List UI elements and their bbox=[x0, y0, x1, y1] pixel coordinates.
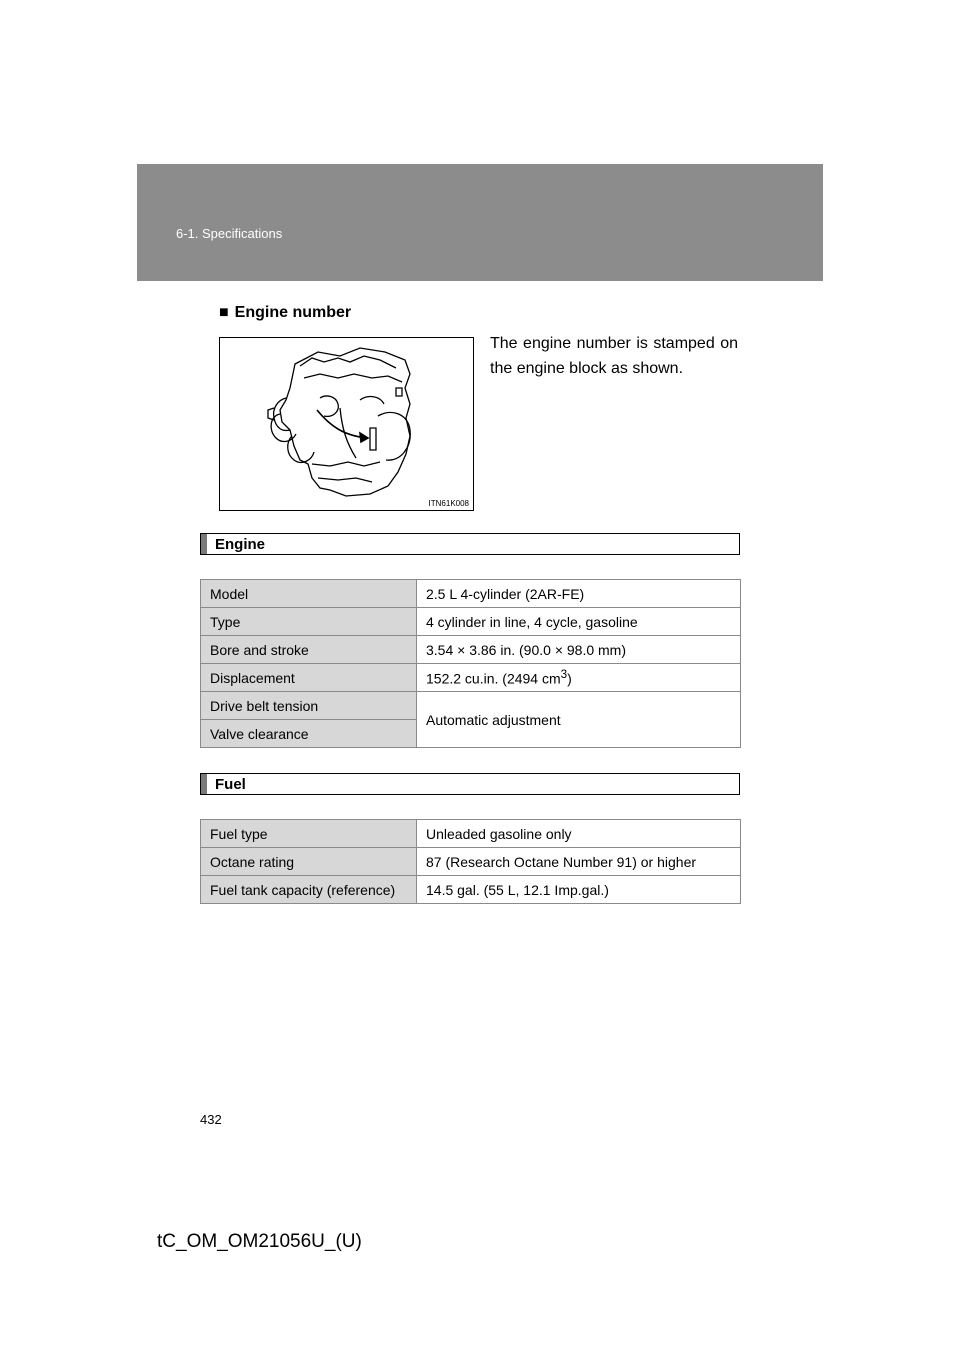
spec-value bbox=[417, 664, 741, 692]
spec-value-suffix: ) bbox=[567, 670, 572, 687]
spec-value-superscript: 3 bbox=[560, 668, 568, 682]
engine-number-description: The engine number is stamped on the engine block as shown. bbox=[490, 335, 738, 377]
engine-section-title: Engine bbox=[215, 536, 266, 553]
spec-label: Octane rating bbox=[201, 848, 417, 876]
table-row bbox=[201, 692, 741, 720]
table-row bbox=[201, 848, 741, 876]
table-row bbox=[201, 636, 741, 664]
fuel-section-title: Fuel bbox=[215, 776, 246, 793]
page-number: 432 bbox=[200, 1112, 222, 1127]
table-row bbox=[201, 664, 741, 692]
spec-value: 87 (Research Octane Number 91) or higher bbox=[417, 848, 741, 876]
spec-value: Unleaded gasoline only bbox=[417, 820, 741, 848]
spec-label: Type bbox=[201, 608, 417, 636]
spec-label: Fuel tank capacity (reference) bbox=[201, 876, 417, 904]
engine-drawing bbox=[220, 338, 475, 512]
spec-value: Automatic adjustment bbox=[417, 692, 741, 748]
spec-label: Drive belt tension bbox=[201, 692, 417, 720]
spec-value: 3.54 × 3.86 in. (90.0 × 98.0 mm) bbox=[417, 636, 741, 664]
section-marker bbox=[201, 774, 207, 794]
spec-label: Bore and stroke bbox=[201, 636, 417, 664]
spec-label: Fuel type bbox=[201, 820, 417, 848]
table-row bbox=[201, 580, 741, 608]
spec-label: Valve clearance bbox=[201, 720, 417, 748]
square-bullet-icon: ■ bbox=[219, 304, 229, 321]
section-title: 6-1. Specifications bbox=[176, 226, 283, 241]
engine-number-heading-text: Engine number bbox=[234, 304, 352, 321]
engine-section-bar bbox=[200, 533, 740, 555]
fuel-spec-table bbox=[200, 819, 741, 904]
table-row bbox=[201, 876, 741, 904]
engine-illustration bbox=[219, 337, 474, 511]
engine-number-heading bbox=[219, 304, 351, 322]
section-marker bbox=[201, 534, 207, 554]
spec-value: 14.5 gal. (55 L, 12.1 Imp.gal.) bbox=[417, 876, 741, 904]
table-row bbox=[201, 820, 741, 848]
spec-value: 4 cylinder in line, 4 cycle, gasoline bbox=[417, 608, 741, 636]
table-row bbox=[201, 608, 741, 636]
engine-spec-table bbox=[200, 579, 741, 748]
fuel-section-bar bbox=[200, 773, 740, 795]
spec-label: Displacement bbox=[201, 664, 417, 692]
section-header bbox=[137, 164, 823, 281]
spec-value: 2.5 L 4-cylinder (2AR-FE) bbox=[417, 580, 741, 608]
document-code: tC_OM_OM21056U_(U) bbox=[157, 1231, 362, 1252]
spec-value-text: 152.2 cu.in. (2494 cm bbox=[426, 670, 561, 687]
spec-label: Model bbox=[201, 580, 417, 608]
figure-code: ITN61K008 bbox=[428, 499, 469, 508]
